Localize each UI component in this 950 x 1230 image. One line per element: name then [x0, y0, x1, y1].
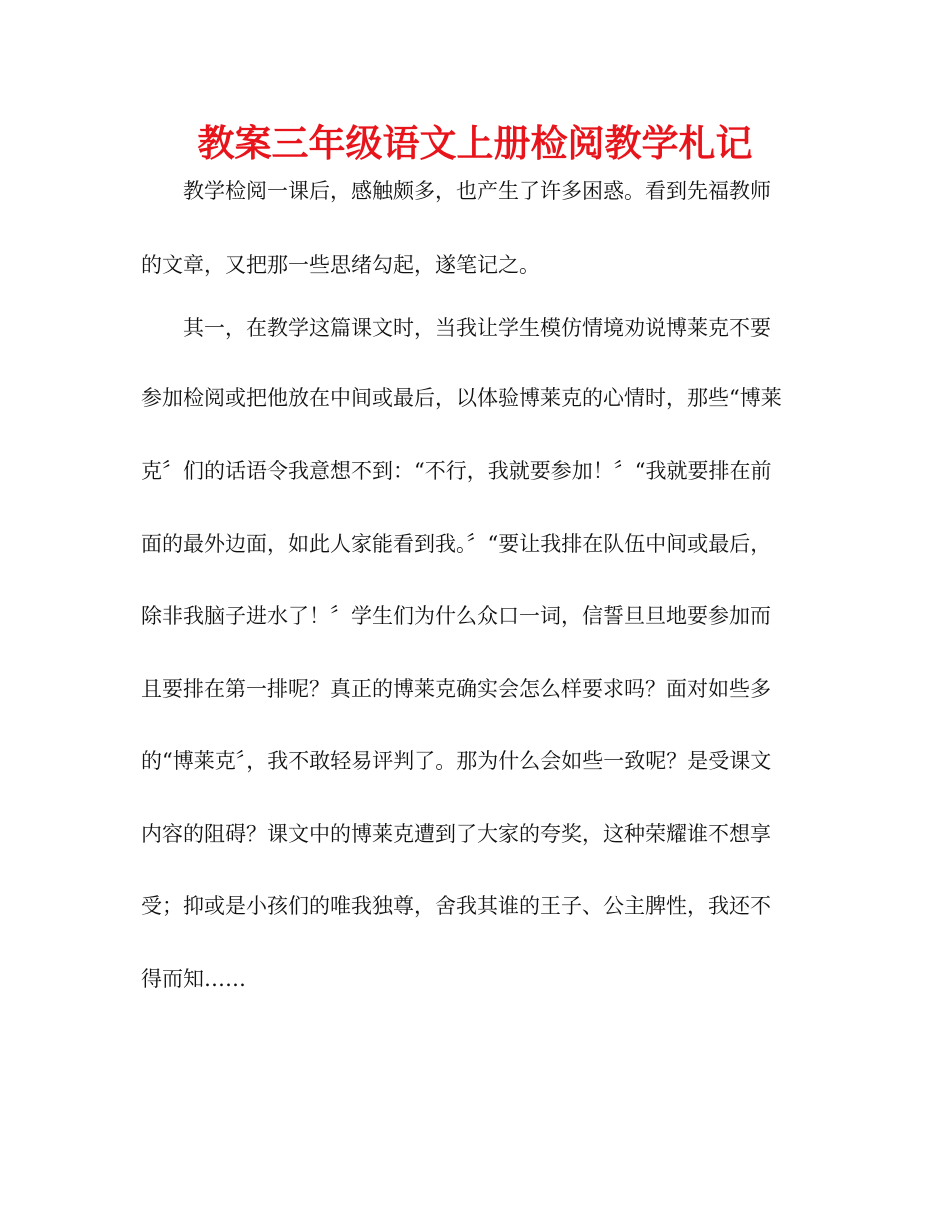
- paragraph-1-line-2: 的文章，又把那一些思绪勾起，遂笔记之。: [141, 253, 540, 277]
- paragraph-2-line-10: 得而知……: [141, 967, 246, 991]
- paragraph-2-line-6: 且要排在第一排呢？真正的博莱克确实会怎么样要求吗？面对如些多: [141, 677, 771, 701]
- paragraph-2-line-7: 的“博莱克〞，我不敢轻易评判了。那为什么会如些一致呢？是受课文: [141, 749, 772, 773]
- paragraph-2-line-4: 面的最外边面，如此人家能看到我。〞“要让我排在队伍中间或最后，: [141, 532, 772, 556]
- paragraph-2-line-2: 参加检阅或把他放在中间或最后，以体验博莱克的心情时，那些“博莱: [141, 386, 782, 410]
- document-title: 教案三年级语文上册检阅教学札记: [197, 122, 753, 165]
- paragraph-2-line-1: 其一，在教学这篇课文时，当我让学生模仿情境劝说博莱克不要: [183, 316, 771, 340]
- paragraph-2-line-9: 受；抑或是小孩们的唯我独尊，舍我其谁的王子、公主脾性，我还不: [141, 894, 771, 918]
- paragraph-2-line-8: 内容的阻碍？课文中的博莱克遭到了大家的夸奖，这种荣耀谁不想享: [141, 822, 771, 846]
- paragraph-1-line-1: 教学检阅一课后，感触颇多，也产生了许多困惑。看到先福教师: [183, 179, 771, 203]
- paragraph-2-line-3: 克〞们的话语令我意想不到：“不行，我就要参加！〞“我就要排在前: [141, 459, 772, 483]
- paragraph-2-line-5: 除非我脑子进水了！〞学生们为什么众口一词，信誓旦旦地要参加而: [141, 604, 771, 628]
